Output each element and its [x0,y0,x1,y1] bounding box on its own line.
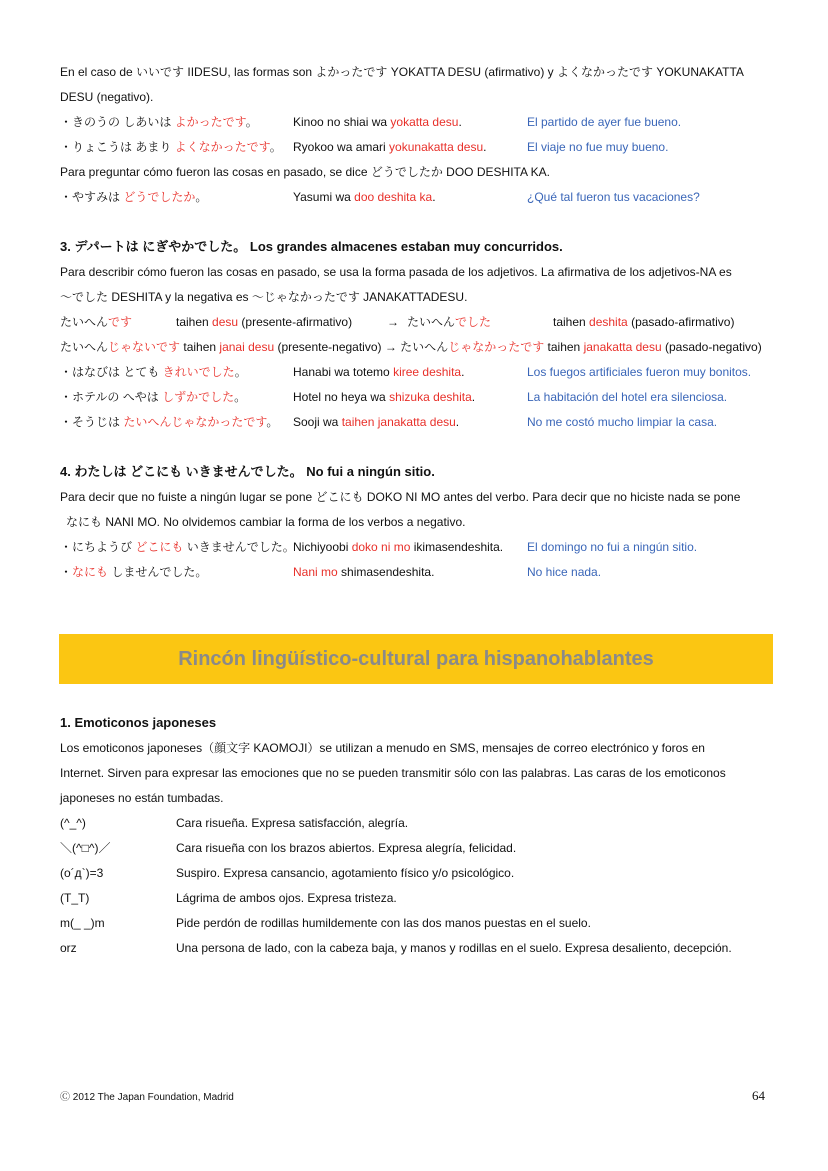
emoticon-symbol: m(_ _)m [60,916,105,930]
copyright-notice: Ⓒ 2012 The Japan Foundation, Madrid [60,1092,234,1103]
form-line: たいへんじゃないです taihen janai desu (presente-negativo) → たいへんじゃなかったです taihen janakatta desu (pasado-negativo) [60,340,762,354]
paragraph-line: Para decir que no fuiste a ningún lugar se pone どこにも DOKO NI MO antes del verbo. Para decir que no hiciste nada se pone [60,490,741,504]
example-translation: No hice nada. [527,565,602,579]
paragraph-line: En el caso de いいです IIDESU, las formas son よかったです YOKATTA DESU (afirmativo) y よくなかったです YOKUNAKATTA [60,65,744,79]
example-translation: El domingo no fui a ningún sitio. [527,540,698,554]
emoticon-description: Pide perdón de rodillas humildemente con las dos manos puestas en el suelo. [176,916,591,930]
section-banner [59,634,773,684]
section-4-title: 4. わたしは どこにも いきませんでした。 No fui a ningún sitio. [60,464,435,479]
conjugation-row [0,339,828,355]
emoticon-row [0,940,828,956]
emoticon-description: Cara risueña con los brazos abiertos. Expresa alegría, felicidad. [176,841,517,855]
emoticon-description: Suspiro. Expresa cansancio, agotamiento físico y/o psicológico. [176,866,515,880]
form-japanese: たいへんでした [407,315,492,329]
paragraph-line: Para describir cómo fueron las cosas en pasado, se usa la forma pasada de los adjetivos. La afirmativa de los adjetivos-NA es [60,265,732,279]
example-translation: ¿Qué tal fueron tus vacaciones? [527,190,700,204]
arrow-icon: → [387,315,399,329]
example-japanese: ・にちようび どこにも いきませんでした。 [60,540,295,554]
example-translation: Los fuegos artificiales fueron muy bonitos. [527,365,752,379]
example-row [0,114,828,130]
form-japanese: たいへんです [60,315,133,329]
emoticon-row [0,815,828,831]
emoticon-description: Cara risueña. Expresa satisfacción, alegría. [176,816,409,830]
paragraph-line: Para preguntar cómo fueron las cosas en pasado, se dice どうでしたか DOO DESHITA KA. [60,165,550,179]
emoticon-description: Lágrima de ambos ojos. Expresa tristeza. [176,891,397,905]
example-romaji: Ryokoo wa amari yokunakatta desu. [293,140,487,154]
example-row [0,364,828,380]
page-number: 64 [752,1088,765,1103]
example-japanese: ・やすみは どうでしたか。 [60,190,208,204]
emoticon-row [0,840,828,856]
example-romaji: Nichiyoobi doko ni mo ikimasendeshita. [293,540,504,554]
example-romaji: Kinoo no shiai wa yokatta desu. [293,115,462,129]
emoticon-row [0,865,828,881]
form-romaji: taihen deshita (pasado-afirmativo) [553,315,735,329]
example-romaji: Nani mo shimasendeshita. [293,565,435,579]
example-japanese: ・そうじは たいへんじゃなかったです。 [60,415,279,429]
example-romaji: Hotel no heya wa shizuka deshita. [293,390,476,404]
emoticon-symbol: ＼(^□^)／ [60,841,111,855]
example-japanese: ・なにも しませんでした。 [60,565,208,579]
example-row [0,189,828,205]
example-japanese: ・ホテルの へやは しずかでした。 [60,390,247,404]
example-romaji: Yasumi wa doo deshita ka. [293,190,436,204]
example-row [0,389,828,405]
emoticon-symbol: orz [60,941,77,955]
emoticon-symbol: (o´д`)=3 [60,866,104,880]
form-romaji: taihen desu (presente-afirmativo) [176,315,353,329]
example-row [0,139,828,155]
emoticons-title: 1. Emoticonos japoneses [60,715,217,730]
example-japanese: ・りょこうは あまり よくなかったです。 [60,140,282,154]
emoticon-symbol: (T_T) [60,891,90,905]
paragraph-line: なにも NANI MO. No olvidemos cambiar la forma de los verbos a negativo. [66,515,466,529]
emoticon-row [0,915,828,931]
example-row [0,564,828,580]
paragraph-line: Internet. Sirven para expresar las emociones que no se pueden transmitir sólo con las palabras. Las caras de los emoticonos [60,766,726,780]
example-romaji: Sooji wa taihen janakatta desu. [293,415,460,429]
banner-title: Rincón lingüístico-cultural para hispanohablantes [178,647,654,670]
example-translation: La habitación del hotel era silenciosa. [527,390,728,404]
emoticon-row [0,890,828,906]
example-row [0,414,828,430]
example-japanese: ・はなびは とても きれいでした。 [60,365,247,379]
example-japanese: ・きのうの しあいは よかったです。 [60,115,258,129]
paragraph-line: japoneses no están tumbadas. [60,791,224,805]
example-romaji: Hanabi wa totemo kiree deshita. [293,365,465,379]
section-3-title: 3. デパートは にぎやかでした。 Los grandes almacenes estaban muy concurridos. [60,239,563,254]
conjugation-row [0,314,828,330]
paragraph-line: ～でした DESHITA y la negativa es ～じゃなかったです JANAKATTADESU. [60,290,468,304]
paragraph-line: DESU (negativo). [60,90,154,104]
example-translation: No me costó mucho limpiar la casa. [527,415,718,429]
example-translation: El partido de ayer fue bueno. [527,115,682,129]
emoticon-symbol: (^_^) [60,816,86,830]
example-translation: El viaje no fue muy bueno. [527,140,669,154]
example-row [0,539,828,555]
emoticon-description: Una persona de lado, con la cabeza baja, y manos y rodillas en el suelo. Expresa desaliento, decepción. [176,941,732,955]
paragraph-line: Los emoticonos japoneses（顔文字 KAOMOJI）se utilizan a menudo en SMS, mensajes de correo electrónico y foros en [60,741,705,755]
